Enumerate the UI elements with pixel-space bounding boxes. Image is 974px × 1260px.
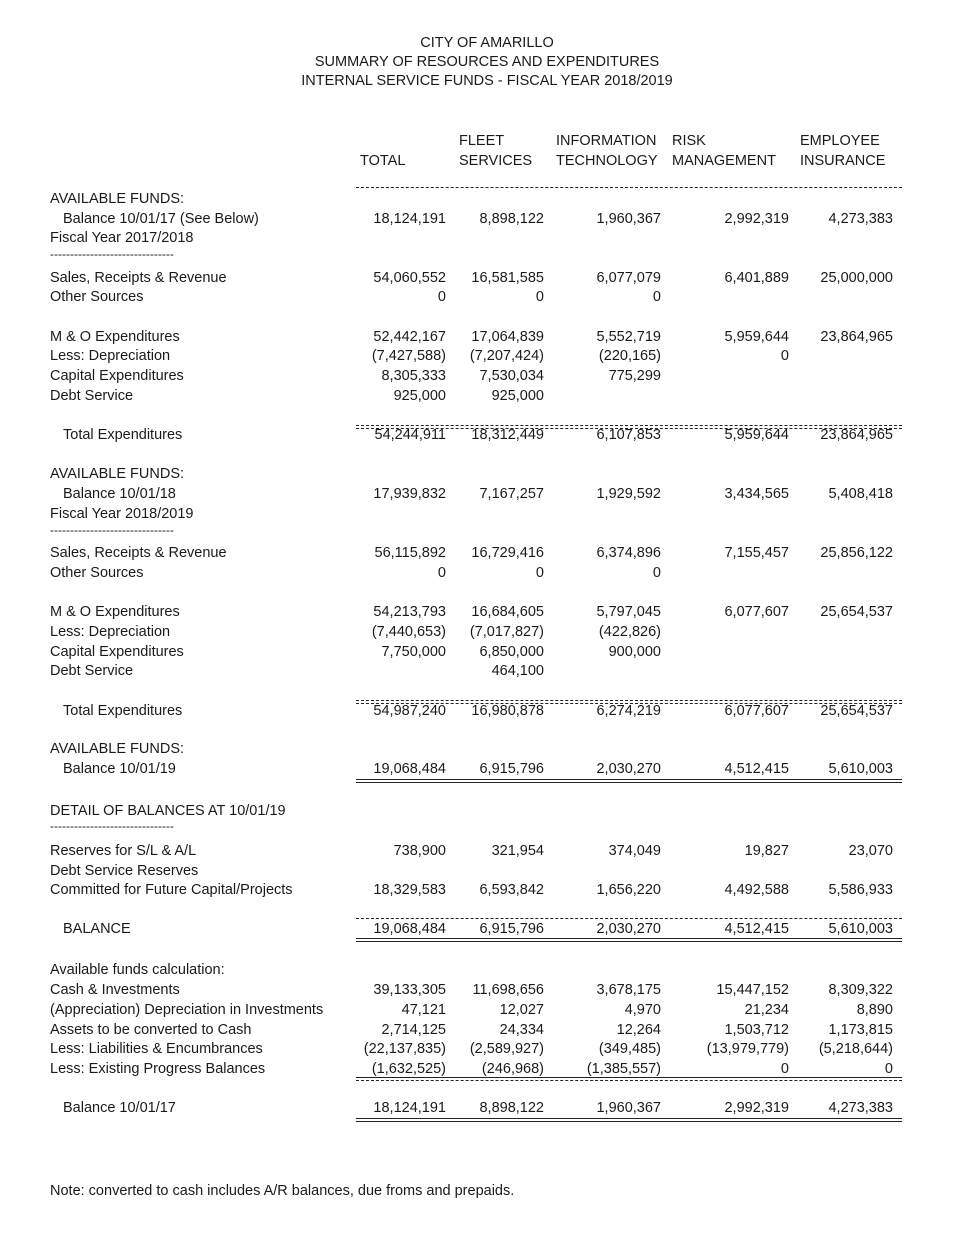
row-label: Total Expenditures [63,427,183,443]
balance19-rule-2 [356,782,902,783]
cell-risk: 0 [780,348,789,364]
row-label: Cash & Investments [50,982,180,998]
cell-risk: 2,992,319 [724,1100,789,1116]
cell-fleet: 16,980,878 [471,703,544,719]
final-rule-2 [356,1121,902,1122]
cell-total: 18,124,191 [373,211,446,227]
cell-risk: 15,447,152 [716,982,789,998]
cell-emp: 25,654,537 [820,604,893,620]
row-label: Capital Expenditures [50,644,184,660]
cell-total: 8,305,333 [381,368,446,384]
cell-emp: 4,273,383 [828,211,893,227]
row-label: Less: Existing Progress Balances [50,1061,266,1077]
row-label: ------------------------------- [50,819,174,833]
cell-it: 0 [652,289,661,305]
col-head-total: TOTAL [360,153,406,169]
cell-fleet: (246,968) [481,1061,544,1077]
cell-emp: 25,654,537 [820,703,893,719]
total-rule-top-1 [356,425,902,426]
row-label: M & O Expenditures [50,329,180,345]
cell-total: (7,427,588) [371,348,446,364]
cell-total: (22,137,835) [363,1041,446,1057]
cell-fleet: (2,589,927) [469,1041,544,1057]
row-label: Capital Expenditures [50,368,184,384]
cell-fleet: 16,581,585 [471,270,544,286]
row-label: Fiscal Year 2017/2018 [50,230,194,246]
row-label: (Appreciation) Depreciation in Investments [50,1002,324,1018]
cell-it: 1,929,592 [596,486,661,502]
cell-it: 1,960,367 [596,211,661,227]
cell-risk: 4,512,415 [724,761,789,777]
cell-it: 5,552,719 [596,329,661,345]
cell-risk: 4,512,415 [724,921,789,937]
cell-emp: 8,309,322 [828,982,893,998]
cell-it: 6,374,896 [596,545,661,561]
cell-risk: 7,155,457 [724,545,789,561]
row-label: Total Expenditures [63,703,183,719]
row-label: Available funds calculation: [50,962,225,978]
cell-total: 19,068,484 [373,921,446,937]
cell-it: 1,656,220 [596,882,661,898]
cell-total: 7,750,000 [381,644,446,660]
cell-total: 18,124,191 [373,1100,446,1116]
row-label: AVAILABLE FUNDS: [50,191,185,207]
cell-total: 18,329,583 [373,882,446,898]
header-line-2: SUMMARY OF RESOURCES AND EXPENDITURES [314,54,660,70]
cell-emp: 8,890 [856,1002,893,1018]
cell-fleet: 16,684,605 [471,604,544,620]
cell-total: 54,987,240 [373,703,446,719]
cell-risk: 2,992,319 [724,211,789,227]
col-head-risk-1: RISK [672,133,706,149]
cell-fleet: 24,334 [499,1022,544,1038]
balance-rule-under-1 [356,938,902,939]
cell-it: 3,678,175 [596,982,661,998]
cell-it: (1,385,557) [586,1061,661,1077]
total-rule-top-2 [356,700,902,701]
cell-risk: 21,234 [744,1002,789,1018]
cell-fleet: (7,207,424) [469,348,544,364]
cell-it: 4,970 [624,1002,661,1018]
cell-fleet: 464,100 [491,663,544,679]
cell-it: (349,485) [598,1041,661,1057]
cell-total: 54,060,552 [373,270,446,286]
cell-emp: 1,173,815 [828,1022,893,1038]
final-rule-1 [356,1118,902,1119]
cell-fleet: 17,064,839 [471,329,544,345]
row-label: Sales, Receipts & Revenue [50,270,227,286]
cell-total: 39,133,305 [373,982,446,998]
cell-fleet: 0 [535,289,544,305]
cell-total: 54,244,911 [374,427,446,443]
col-head-risk-2: MANAGEMENT [672,153,776,169]
cell-risk: (13,979,779) [706,1041,789,1057]
row-label: Debt Service Reserves [50,863,199,879]
cell-emp: 25,856,122 [820,545,893,561]
cell-total: 47,121 [401,1002,446,1018]
cell-emp: 5,586,933 [828,882,893,898]
row-label: Other Sources [50,289,144,305]
cell-emp: 5,408,418 [828,486,893,502]
cell-risk: 6,077,607 [724,703,789,719]
cell-it: 6,274,219 [596,703,661,719]
col-head-emp-1: EMPLOYEE [800,133,880,149]
row-label: DETAIL OF BALANCES AT 10/01/19 [50,803,286,819]
col-head-fleet-2: SERVICES [459,153,533,169]
cell-fleet: 8,898,122 [479,1100,544,1116]
cell-it: 12,264 [616,1022,661,1038]
col-head-it-2: TECHNOLOGY [556,153,658,169]
cell-it: 6,107,853 [596,427,661,443]
row-label: M & O Expenditures [50,604,180,620]
cell-fleet: 925,000 [491,388,544,404]
cell-emp: 25,000,000 [820,270,893,286]
cell-it: (422,826) [598,624,661,640]
cell-it: 0 [652,565,661,581]
total-rule-top-1b [356,428,902,429]
row-label: Sales, Receipts & Revenue [50,545,227,561]
balance19-rule-1 [356,779,902,780]
cell-fleet: 12,027 [499,1002,544,1018]
cell-emp: (5,218,644) [818,1041,893,1057]
cell-emp: 23,864,965 [820,427,893,443]
row-label: ------------------------------- [50,523,174,537]
row-label: ------------------------------- [50,247,174,261]
cell-emp: 5,610,003 [828,761,893,777]
col-head-fleet-1: FLEET [459,133,505,149]
cell-it: 5,797,045 [596,604,661,620]
row-label: Balance 10/01/17 [63,1100,176,1116]
calc-rule [356,1077,902,1078]
calc-rule-b [356,1080,902,1081]
cell-it: 775,299 [608,368,661,384]
cell-fleet: 0 [535,565,544,581]
cell-risk: 4,492,588 [724,882,789,898]
col-head-emp-2: INSURANCE [800,153,886,169]
row-label: Debt Service [50,388,134,404]
cell-total: (1,632,525) [371,1061,446,1077]
cell-it: (220,165) [598,348,661,364]
cell-it: 2,030,270 [596,761,661,777]
cell-fleet: 321,954 [491,843,544,859]
cell-total: 54,213,793 [373,604,446,620]
cell-risk: 19,827 [744,843,789,859]
header-rule [356,187,902,188]
cell-fleet: 8,898,122 [479,211,544,227]
row-label: AVAILABLE FUNDS: [50,466,185,482]
cell-fleet: 6,850,000 [479,644,544,660]
cell-total: 0 [437,565,446,581]
cell-risk: 5,959,644 [724,427,789,443]
total-rule-top-2b [356,703,902,704]
cell-total: 738,900 [393,843,446,859]
cell-it: 2,030,270 [596,921,661,937]
cell-emp: 0 [884,1061,893,1077]
cell-risk: 6,401,889 [724,270,789,286]
row-label: AVAILABLE FUNDS: [50,741,185,757]
cell-emp: 23,070 [848,843,893,859]
row-label: Less: Liabilities & Encumbrances [50,1041,263,1057]
row-label: Committed for Future Capital/Projects [50,882,293,898]
cell-risk: 3,434,565 [724,486,789,502]
row-label: Debt Service [50,663,134,679]
row-label: Balance 10/01/19 [63,761,176,777]
cell-fleet: 6,593,842 [479,882,544,898]
cell-fleet: 7,167,257 [479,486,544,502]
footnote: Note: converted to cash includes A/R balances, due froms and prepaids. [50,1183,515,1199]
row-label: Fiscal Year 2018/2019 [50,506,194,522]
header-line-1: CITY OF AMARILLO [420,35,554,51]
row-label: Less: Depreciation [50,348,171,364]
cell-it: 1,960,367 [596,1100,661,1116]
cell-fleet: 18,312,449 [471,427,544,443]
cell-it: 900,000 [608,644,661,660]
cell-fleet: (7,017,827) [469,624,544,640]
cell-risk: 0 [780,1061,789,1077]
cell-emp: 5,610,003 [828,921,893,937]
cell-fleet: 11,698,656 [472,982,544,998]
cell-fleet: 7,530,034 [479,368,544,384]
row-label: Balance 10/01/18 [63,486,176,502]
cell-fleet: 6,915,796 [479,761,544,777]
cell-total: 52,442,167 [373,329,446,345]
balance-rule-under-2 [356,941,902,942]
row-label: Balance 10/01/17 (See Below) [63,211,259,227]
cell-total: 0 [437,289,446,305]
cell-it: 6,077,079 [596,270,661,286]
row-label: Less: Depreciation [50,624,171,640]
balance-rule-top [356,918,902,919]
cell-it: 374,049 [608,843,661,859]
cell-total: (7,440,653) [371,624,446,640]
cell-fleet: 6,915,796 [479,921,544,937]
cell-emp: 23,864,965 [820,329,893,345]
cell-total: 2,714,125 [381,1022,446,1038]
cell-total: 925,000 [393,388,446,404]
cell-risk: 5,959,644 [724,329,789,345]
row-label: Reserves for S/L & A/L [50,843,197,859]
header-line-3: INTERNAL SERVICE FUNDS - FISCAL YEAR 2018/2019 [301,73,673,89]
col-head-it-1: INFORMATION [556,133,657,149]
cell-risk: 1,503,712 [724,1022,789,1038]
row-label: BALANCE [63,921,131,937]
row-label: Assets to be converted to Cash [50,1022,252,1038]
row-label: Other Sources [50,565,144,581]
cell-total: 17,939,832 [373,486,446,502]
cell-total: 19,068,484 [373,761,446,777]
cell-risk: 6,077,607 [724,604,789,620]
cell-fleet: 16,729,416 [471,545,544,561]
cell-emp: 4,273,383 [828,1100,893,1116]
cell-total: 56,115,892 [374,545,446,561]
